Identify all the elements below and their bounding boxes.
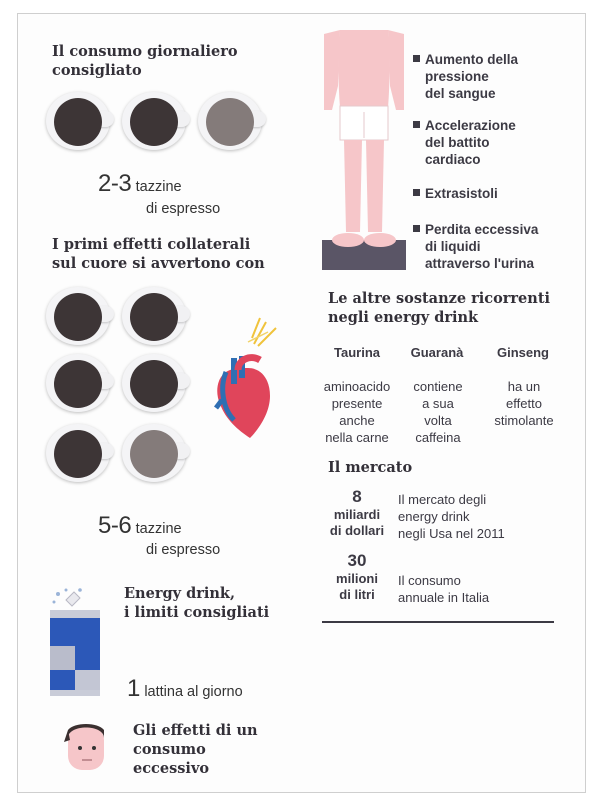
sostanze-title: Le altre sostanze ricorrenti negli energy drink	[328, 290, 551, 326]
mercato-number: 30	[347, 551, 367, 570]
coffee-cup-icon	[200, 93, 266, 147]
mercato-text: Il mercato degli energy drink negli Usa nel 2011	[398, 492, 505, 541]
coffee-cup-icon	[48, 288, 114, 342]
sostanza-name: Guaranà	[410, 345, 464, 360]
effect-item: Perdita eccessiva di liquidi attraverso l'urina	[413, 221, 538, 272]
sostanza-name: Ginseng	[496, 345, 549, 360]
effect-item: Accelerazione del battito cardiaco	[413, 117, 516, 168]
mercato-unit: miliardi di dollari	[329, 507, 385, 538]
effect-item: Aumento della pressione del sangue	[413, 51, 518, 102]
energy-title: Energy drink, i limiti consigliati	[124, 585, 270, 621]
consumo-amount	[98, 170, 182, 198]
mercato-figure	[326, 551, 388, 603]
divider	[322, 621, 554, 623]
sostanza-name: Taurina	[334, 345, 380, 360]
effetti-unit-2: di espresso	[146, 542, 221, 558]
effetti-unit: tazzine	[135, 521, 182, 537]
effect-item: Extrasistoli	[413, 185, 498, 202]
effetti-title: I primi effetti collaterali sul cuore si avvertono con	[52, 236, 265, 272]
energy-unit: lattina al giorno	[144, 684, 243, 700]
coffee-cup-icon	[48, 425, 114, 479]
mercato-title: Il mercato	[328, 459, 413, 476]
effetti-number: 5-6	[98, 512, 132, 539]
sostanza-desc: ha un effetto stimolante	[494, 379, 554, 428]
consumo-number: 2-3	[98, 170, 132, 197]
coffee-cup-icon	[48, 93, 114, 147]
mercato-number: 8	[352, 487, 362, 506]
mercato-unit: milioni di litri	[336, 571, 378, 602]
coffee-cup-icon	[48, 355, 114, 409]
eccesso-title: Gli effetti di un consumo eccessivo	[133, 722, 258, 777]
sostanza-desc: contiene a sua volta caffeina	[413, 379, 463, 445]
consumo-unit-2: di espresso	[146, 201, 221, 217]
energy-can-icon	[44, 586, 108, 702]
consumo-title: Il consumo giornaliero consigliato	[52, 43, 238, 79]
sostanza-desc: aminoacido presente anche nella carne	[323, 379, 391, 445]
face-icon	[58, 716, 114, 780]
mercato-text: Il consumo annuale in Italia	[398, 573, 490, 605]
effetti-amount	[98, 512, 182, 540]
mercato-figure	[326, 487, 388, 539]
coffee-cup-icon	[124, 93, 190, 147]
coffee-cup-icon	[124, 425, 190, 479]
consumo-unit: tazzine	[135, 179, 182, 195]
coffee-cup-icon	[124, 355, 190, 409]
coffee-cup-icon	[124, 288, 190, 342]
heart-icon	[208, 312, 283, 452]
energy-amount	[127, 675, 243, 703]
body-figure-icon	[318, 26, 410, 270]
energy-number: 1	[127, 675, 140, 702]
